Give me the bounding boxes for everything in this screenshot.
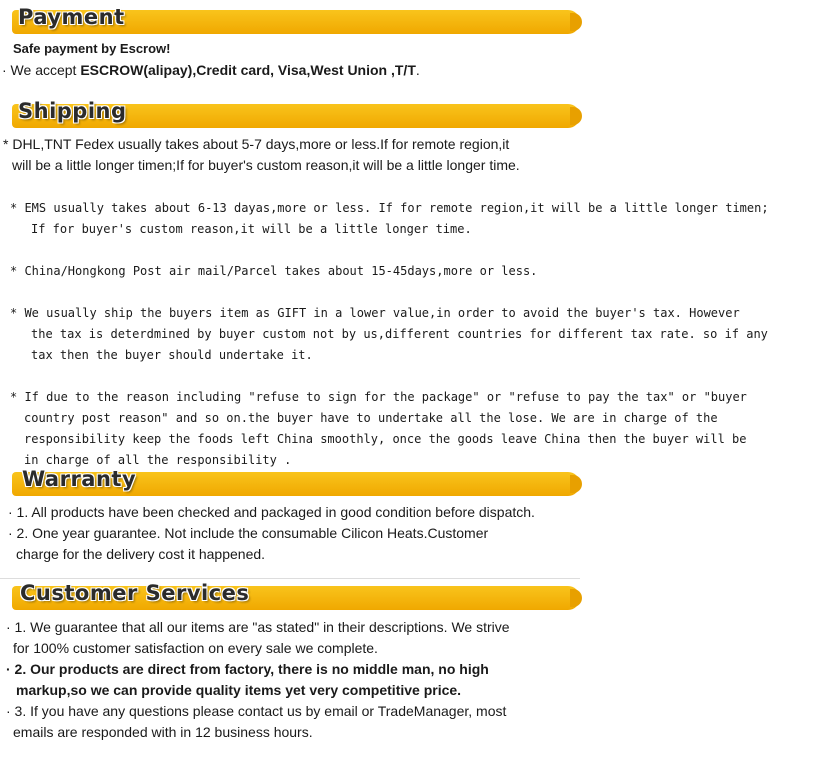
payment-title: Payment	[18, 5, 125, 29]
warranty-item-2-line-2: charge for the delivery cost it happened.	[16, 546, 266, 562]
services-item-3-line-2: emails are responded with in 12 business hours.	[13, 724, 313, 740]
shipping-ems-line-2: If for buyer's custom reason,it will be a little longer time.	[31, 222, 472, 236]
accept-methods: ESCROW(alipay),Credit card, Visa,West Union ,T/T	[80, 62, 416, 78]
shipping-refuse-line-3: responsibility keep the foods left China smoothly, once the goods leave China then the buyer will be	[24, 432, 747, 446]
shipping-china-post: * China/Hongkong Post air mail/Parcel takes about 15-45days,more or less.	[10, 264, 538, 278]
services-item-1-line-1: · 1. We guarantee that all our items are "as stated" in their descriptions. We strive	[6, 619, 510, 635]
divider	[0, 578, 580, 579]
warranty-header-bar	[12, 467, 580, 496]
payment-header-bar	[12, 5, 580, 34]
services-item-2-line-1: · 2. Our products are direct from factory, there is no middle man, no high	[6, 661, 489, 677]
accept-prefix: · We accept	[2, 62, 81, 78]
safe-payment-text: Safe payment by Escrow!	[13, 41, 171, 56]
shipping-refuse-line-1: * If due to the reason including "refuse to sign for the package" or "refuse to pay the tax" or "buyer	[10, 390, 747, 404]
shipping-header-bar	[12, 99, 580, 128]
shipping-gift-line-2: the tax is deterdmined by buyer custom not by us,different countries for different tax rate. so if any	[31, 327, 768, 341]
shipping-dhl-line-1: * DHL,TNT Fedex usually takes about 5-7 days,more or less.If for remote region,it	[3, 136, 510, 152]
accept-suffix: .	[415, 62, 420, 78]
shipping-refuse-line-2: country post reason" and so on.the buyer have to undertake all the lose. We are in charge of the	[24, 411, 718, 425]
services-item-2-line-2: markup,so we can provide quality items yet very competitive price.	[16, 682, 462, 698]
warranty-item-2-line-1: · 2. One year guarantee. Not include the consumable Cilicon Heats.Customer	[8, 525, 489, 541]
warranty-item-1: · 1. All products have been checked and packaged in good condition before dispatch.	[8, 504, 535, 520]
services-header-bar	[12, 581, 580, 610]
shipping-ems-line-1: * EMS usually takes about 6-13 dayas,more or less. If for remote region,it will be a little longer timen;	[10, 201, 769, 215]
warranty-title: Warranty	[22, 467, 137, 491]
accepted-payments-text	[2, 61, 420, 79]
shipping-dhl-line-2: will be a little longer timen;If for buyer's custom reason,it will be a little longer time.	[12, 157, 520, 173]
shipping-gift-line-3: tax then the buyer should undertake it.	[31, 348, 313, 362]
services-item-3-line-1: · 3. If you have any questions please contact us by email or TradeManager, most	[6, 703, 507, 719]
services-title: Customer Services	[20, 581, 250, 605]
shipping-refuse-line-4: in charge of all the responsibility .	[24, 453, 292, 467]
services-item-1-line-2: for 100% customer satisfaction on every sale we complete.	[13, 640, 378, 656]
shipping-gift-line-1: * We usually ship the buyers item as GIFT in a lower value,in order to avoid the buyer's tax. However	[10, 306, 740, 320]
shipping-title: Shipping	[18, 99, 127, 123]
